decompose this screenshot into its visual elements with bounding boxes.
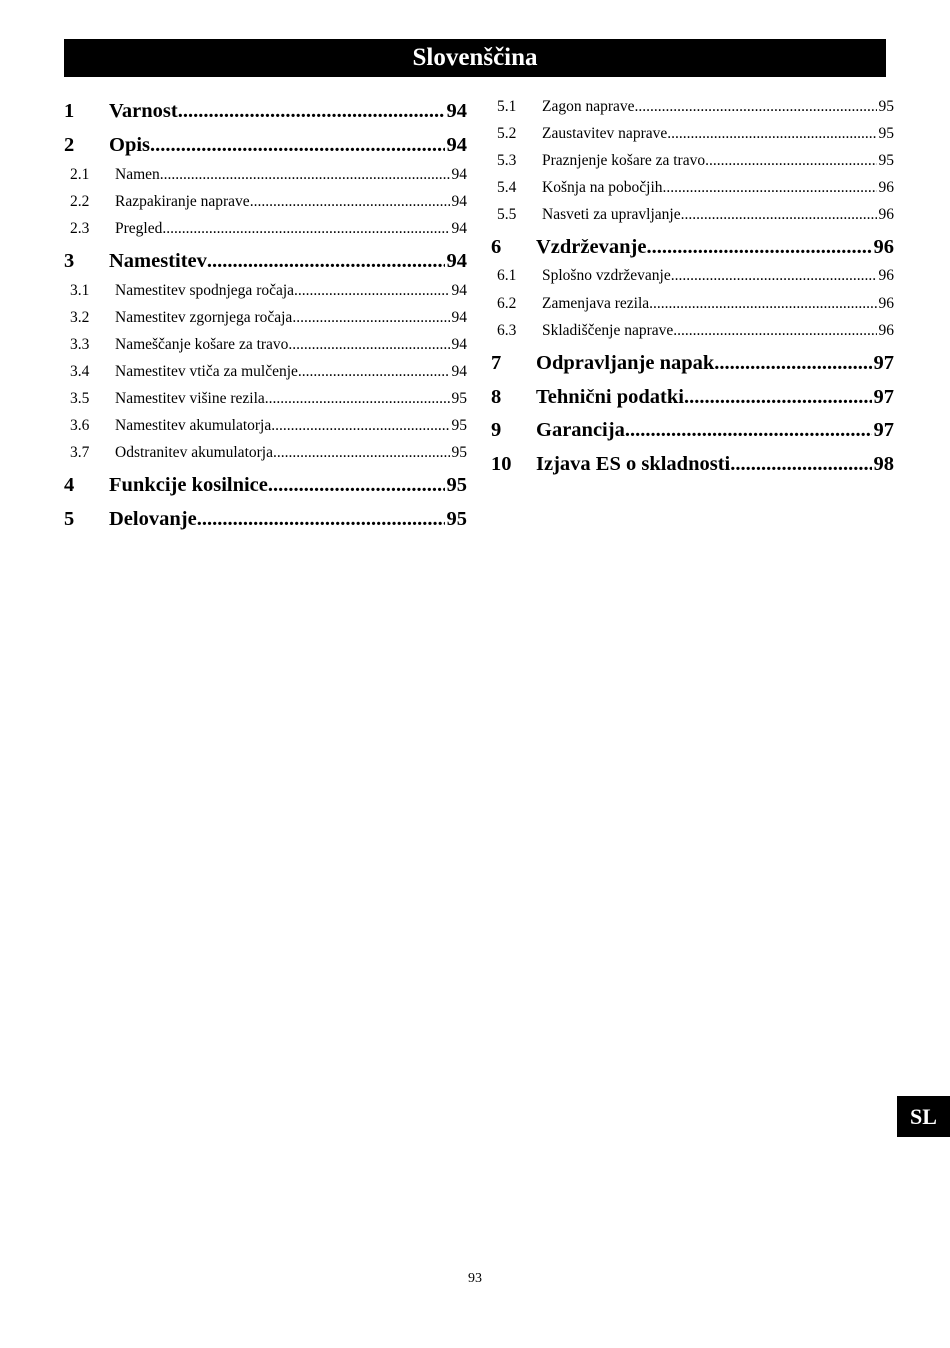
toc-entry-title: Funkcije kosilnice xyxy=(109,474,268,496)
toc-entry-page: 94 xyxy=(451,363,467,380)
toc-entry-leader xyxy=(298,363,450,381)
toc-entry-leader xyxy=(646,236,871,259)
toc-entry-number: 6.2 xyxy=(497,295,517,312)
toc-entry-leader xyxy=(288,336,449,354)
toc-entry-page: 95 xyxy=(878,152,894,169)
toc-entry-leader xyxy=(294,282,449,300)
toc-entry-page: 97 xyxy=(873,386,894,408)
toc-entry-page: 95 xyxy=(451,417,467,434)
toc-entry-title: Praznjenje košare za travo xyxy=(542,152,706,169)
toc-entry-number: 3.7 xyxy=(70,444,90,461)
toc-entry xyxy=(64,474,467,497)
toc-entry xyxy=(491,352,894,375)
page-title-bar xyxy=(64,39,886,77)
toc-entry-number: 5.3 xyxy=(497,152,517,169)
toc-entry xyxy=(64,336,467,354)
toc-entry xyxy=(491,322,894,340)
toc-entry-title: Delovanje xyxy=(109,508,197,530)
toc-entry-leader xyxy=(673,322,876,340)
toc-entry-number: 2.2 xyxy=(70,193,90,210)
toc-entry-leader xyxy=(730,453,871,476)
toc-entry-leader xyxy=(635,98,877,116)
toc-entry-leader xyxy=(178,100,445,123)
toc-entry-page: 98 xyxy=(873,453,894,475)
toc-entry-title: Garancija xyxy=(536,419,625,441)
toc-entry-title: Namestitev akumulatorja xyxy=(115,417,272,434)
toc-entry-page: 96 xyxy=(878,179,894,196)
toc-entry-leader xyxy=(292,309,449,327)
toc-entry xyxy=(491,125,894,143)
toc-entry xyxy=(491,295,894,313)
toc-entry xyxy=(64,508,467,531)
toc-entry-title: Namestitev vtiča za mulčenje xyxy=(115,363,298,380)
toc-entry-page: 96 xyxy=(878,206,894,223)
toc-entry-number: 6.3 xyxy=(497,322,517,339)
toc-entry-leader xyxy=(663,179,877,197)
page-title: Slovenščina xyxy=(412,44,538,71)
toc-entry-number: 5.5 xyxy=(497,206,517,223)
language-tab xyxy=(897,1096,950,1137)
toc-entry-page: 96 xyxy=(878,322,894,339)
toc-entry-title: Pregled xyxy=(115,220,163,237)
toc-entry-title: Izjava ES o skladnosti xyxy=(536,453,731,475)
toc-entry xyxy=(491,453,894,476)
toc-entry-page: 94 xyxy=(446,134,467,156)
toc-entry-title: Namestitev spodnjega ročaja xyxy=(115,282,295,299)
toc-entry xyxy=(64,417,467,435)
toc-entry-leader xyxy=(684,386,872,409)
toc-entry-leader xyxy=(197,508,445,531)
toc-entry xyxy=(64,444,467,462)
toc-entry-leader xyxy=(207,250,445,273)
toc-entry-number: 3.4 xyxy=(70,363,90,380)
toc-entry xyxy=(491,152,894,170)
toc-entry-number: 5.1 xyxy=(497,98,517,115)
toc-entry-title: Nameščanje košare za travo xyxy=(115,336,289,353)
toc-entry-number: 3.1 xyxy=(70,282,90,299)
toc-entry-title: Razpakiranje naprave xyxy=(115,193,250,210)
toc-entry-page: 95 xyxy=(451,390,467,407)
toc-entry-number: 3 xyxy=(64,250,75,272)
toc-entry-page: 95 xyxy=(446,474,467,496)
page-number: 93 xyxy=(468,1271,482,1286)
toc-entry-number: 9 xyxy=(491,419,502,441)
toc-entry-page: 94 xyxy=(451,220,467,237)
toc-entry xyxy=(491,98,894,116)
toc-entry xyxy=(64,220,467,238)
toc-entry-leader xyxy=(250,193,450,211)
toc-entry-title: Odstranitev akumulatorja xyxy=(115,444,273,461)
toc-entry xyxy=(64,193,467,211)
toc-entry-page: 95 xyxy=(878,125,894,142)
toc-entry xyxy=(491,236,894,259)
toc-entry-title: Opis xyxy=(109,134,151,156)
language-tab-label: SL xyxy=(910,1103,937,1129)
toc-entry xyxy=(64,309,467,327)
toc-entry-leader xyxy=(268,474,445,497)
toc-entry xyxy=(64,100,467,123)
toc-entry xyxy=(64,250,467,273)
toc-entry-page: 97 xyxy=(873,352,894,374)
toc-entry-number: 3.3 xyxy=(70,336,90,353)
toc-entry xyxy=(64,134,467,157)
toc-entry xyxy=(64,282,467,300)
toc-entry-number: 1 xyxy=(64,100,75,122)
toc-entry xyxy=(64,166,467,184)
toc-entry xyxy=(64,390,467,408)
toc-entry-title: Zagon naprave xyxy=(542,98,635,115)
toc-entry-page: 96 xyxy=(878,295,894,312)
toc-entry-number: 2.1 xyxy=(70,166,90,183)
toc-entry xyxy=(64,363,467,381)
toc-entry-number: 5.2 xyxy=(497,125,517,142)
toc-entry-number: 5.4 xyxy=(497,179,517,196)
toc-entry-title: Zaustavitev naprave xyxy=(542,125,668,142)
toc-entry xyxy=(491,386,894,409)
toc-entry-number: 3.6 xyxy=(70,417,90,434)
toc-entry-number: 3.2 xyxy=(70,309,90,326)
toc-entry-title: Nasveti za upravljanje xyxy=(542,206,681,223)
toc-entry-page: 97 xyxy=(873,419,894,441)
toc-entry-number: 10 xyxy=(491,453,512,475)
toc-entry-leader xyxy=(265,390,450,408)
toc-entry-page: 94 xyxy=(451,336,467,353)
toc-entry-title: Odpravljanje napak xyxy=(536,352,715,374)
toc-entry-leader xyxy=(162,220,449,238)
toc-entry-title: Namestitev xyxy=(109,250,207,272)
toc-entry-page: 95 xyxy=(446,508,467,530)
toc-entry-page: 94 xyxy=(451,282,467,299)
toc-entry-number: 7 xyxy=(491,352,502,374)
toc-entry-title: Vzdrževanje xyxy=(536,236,647,258)
toc-entry-title: Skladiščenje naprave xyxy=(542,322,674,339)
toc-entry-number: 4 xyxy=(64,474,75,496)
toc-entry-title: Košnja na pobočjih xyxy=(542,179,663,196)
toc-entry-leader xyxy=(273,444,450,462)
toc-entry-leader xyxy=(714,352,871,375)
toc-entry-page: 96 xyxy=(878,267,894,284)
toc-entry-page: 96 xyxy=(873,236,894,258)
toc-entry-page: 94 xyxy=(451,309,467,326)
toc-entry-page: 94 xyxy=(451,166,467,183)
toc-entry-title: Namestitev zgornjega ročaja xyxy=(115,309,293,326)
toc-entry xyxy=(491,419,894,442)
toc-entry-leader xyxy=(667,125,876,143)
toc-entry-number: 3.5 xyxy=(70,390,90,407)
toc-entry xyxy=(491,206,894,224)
toc-entry-page: 94 xyxy=(451,193,467,210)
toc-entry-leader xyxy=(625,419,872,442)
toc-entry-number: 2.3 xyxy=(70,220,90,237)
toc-entry-page: 94 xyxy=(446,250,467,272)
toc-entry-page: 95 xyxy=(878,98,894,115)
toc-entry-title: Tehnični podatki xyxy=(536,386,684,408)
toc-entry-title: Namen xyxy=(115,166,160,183)
toc-entry xyxy=(491,267,894,285)
toc-entry-number: 2 xyxy=(64,134,75,156)
toc-entry-leader xyxy=(681,206,877,224)
toc-entry-number: 5 xyxy=(64,508,75,530)
toc-entry xyxy=(491,179,894,197)
toc-entry-number: 6.1 xyxy=(497,267,517,284)
toc-entry-number: 6 xyxy=(491,236,502,258)
toc-entry-title: Varnost xyxy=(109,100,178,122)
toc-entry-leader xyxy=(649,295,876,313)
toc-entry-leader xyxy=(705,152,876,170)
toc-entry-leader xyxy=(160,166,450,184)
toc-entry-page: 95 xyxy=(451,444,467,461)
toc-entry-leader xyxy=(150,134,444,157)
toc-entry-leader xyxy=(671,267,877,285)
toc-entry-number: 8 xyxy=(491,386,502,408)
toc-entry-leader xyxy=(271,417,449,435)
toc-entry-title: Namestitev višine rezila xyxy=(115,390,265,407)
toc-entry-title: Zamenjava rezila xyxy=(542,295,650,312)
toc-entry-page: 94 xyxy=(446,100,467,122)
toc-entry-title: Splošno vzdrževanje xyxy=(542,267,671,284)
